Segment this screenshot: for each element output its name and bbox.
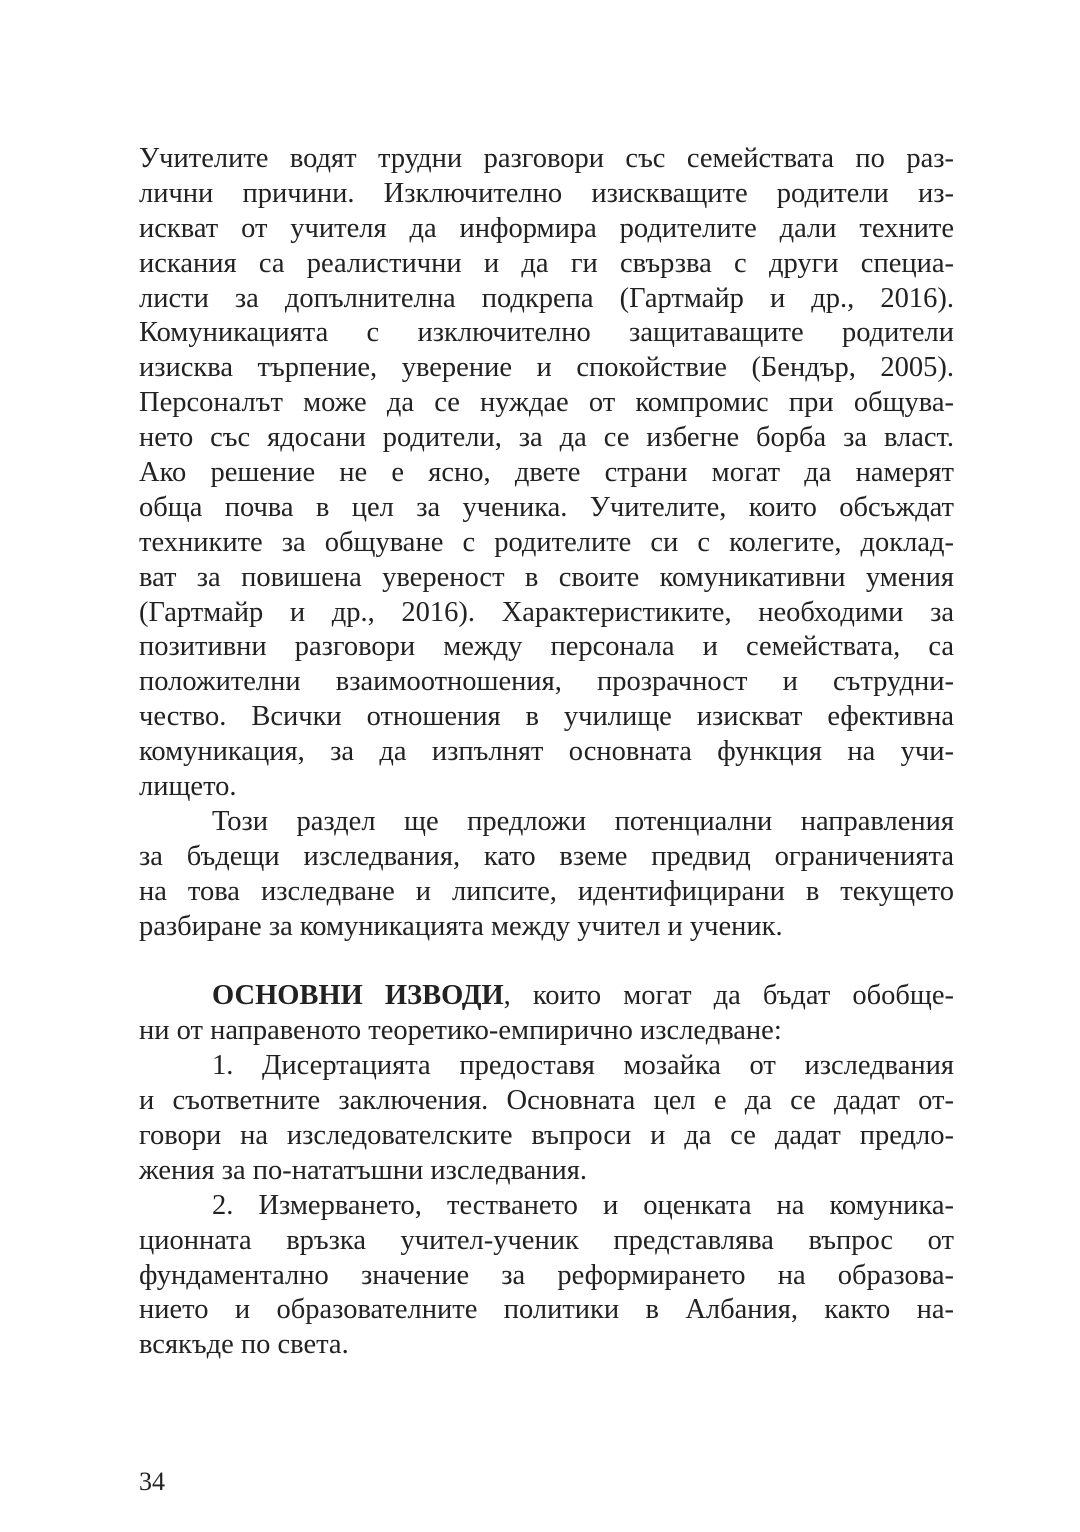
text-line: на това изследване и липсите, идентифицирани в текущето: [139, 875, 954, 907]
text-line: жения за по-нататъшни изследвания.: [139, 1154, 587, 1186]
text-line: лични причини. Изключително изискващите родители из-: [139, 177, 954, 209]
text-line: искват от учителя да информира родителите дали техните: [139, 212, 954, 244]
text-line: ни от направеното теоретико-емпирично изследване:: [139, 1015, 782, 1047]
text-line: положителни взаимоотношения, прозрачност и сътрудни-: [139, 666, 954, 698]
text-line: лището.: [139, 771, 237, 803]
text-line: позитивни разговори между персонала и семействата, са: [139, 631, 954, 663]
text-line: чество. Всички отношения в училище изискват ефективна: [139, 701, 954, 733]
text-line: обща почва в цел за ученика. Учителите, които обсъждат: [139, 491, 954, 523]
paragraph-future-research: [139, 805, 954, 945]
text-line: Учителите водят трудни разговори със семействата по раз-: [139, 143, 954, 174]
conclusions-heading: ОСНОВНИ ИЗВОДИ: [212, 980, 504, 1012]
text-line: техниките за общуване с родителите си с колегите, доклад-: [139, 526, 954, 558]
text-line: ват за повишена увереност в своите комуникативни умения: [139, 561, 954, 593]
text-line: Персоналът може да се нуждае от компромис при общува-: [139, 387, 954, 419]
conclusions-intro-text: , които могат да бъдат обобще-: [503, 980, 954, 1012]
text-line: комуникация, за да изпълнят основната функция на учи-: [139, 736, 954, 768]
section-spacer: [139, 944, 954, 979]
text-line: листи за допълнителна подкрепа (Гартмайр и др., 2016).: [139, 282, 954, 314]
text-line: нието и образователните политики в Албания, както на-: [139, 1294, 954, 1326]
text-line: и съответните заключения. Основната цел е да се дадат от-: [139, 1085, 954, 1117]
text-line: ционната връзка учител-ученик представлява въпрос от: [139, 1224, 954, 1256]
text-line: (Гартмайр и др., 2016). Характеристиките, необходими за: [139, 596, 954, 628]
conclusions-section: [139, 979, 954, 1363]
body-text: [139, 142, 954, 1363]
text-line: Ако решение не е ясно, двете страни могат да намерят: [139, 457, 954, 489]
conclusion-item-2: [139, 1189, 954, 1363]
conclusion-item-1: [139, 1049, 954, 1189]
text-line: искания са реалистични и да ги свързва с други специа-: [139, 247, 954, 279]
text-line: фундаментално значение за реформирането на образова-: [139, 1259, 954, 1291]
text-line: разбиране за комуникацията между учител и ученик.: [139, 910, 783, 942]
text-line: за бъдещи изследвания, като вземе предвид ограниченията: [139, 840, 954, 872]
text-line: изисква търпение, уверение и спокойствие (Бендър, 2005).: [139, 352, 954, 384]
text-line: Този раздел ще предложи потенциални направления: [212, 805, 954, 837]
text-line: 1. Дисертацията предоставя мозайка от изследвания: [212, 1050, 954, 1082]
text-line: говори на изследователските въпроси и да се дадат предло-: [139, 1119, 954, 1151]
page-number: 34: [139, 1467, 165, 1496]
text-line: 2. Измерването, тестването и оценката на комуника-: [212, 1189, 954, 1221]
text-line: нето със ядосани родители, за да се избегне борба за власт.: [139, 422, 954, 454]
text-line: Комуникацията с изключително защитаващите родители: [139, 317, 954, 349]
text-line: всякъде по света.: [139, 1329, 349, 1361]
paragraph-families-conversations: [139, 142, 954, 805]
conclusions-intro-line: [139, 979, 954, 1014]
